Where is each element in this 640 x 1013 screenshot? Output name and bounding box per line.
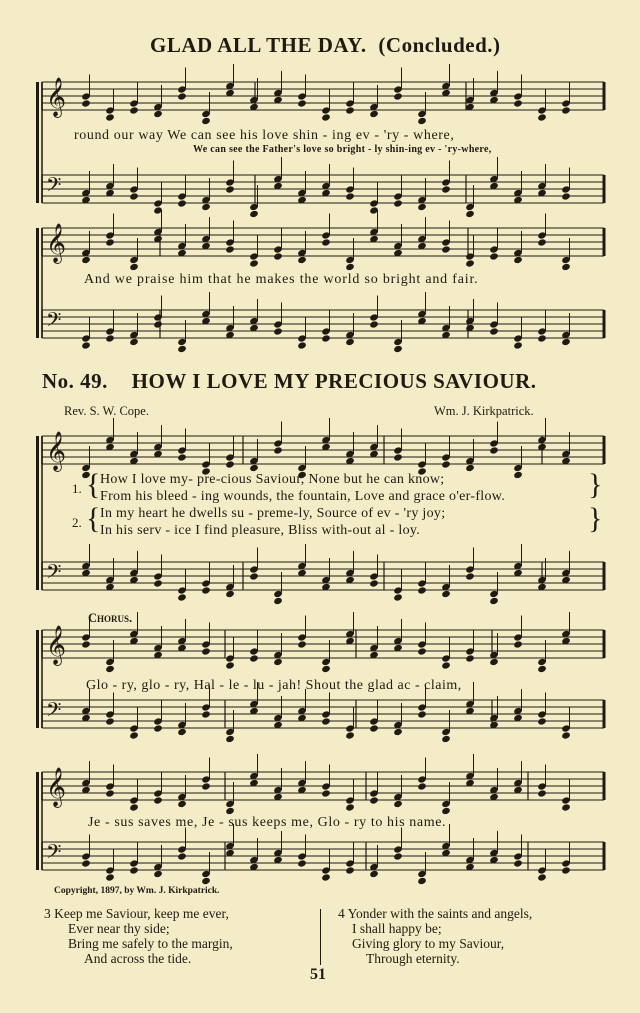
note-head [153, 724, 163, 732]
note-head [417, 647, 427, 655]
hymn-number: No. 49. [42, 369, 108, 393]
note-head [393, 593, 403, 601]
verse-divider [320, 909, 321, 965]
title-text: GLAD ALL THE DAY. [150, 33, 367, 57]
note-head [177, 92, 187, 100]
note-head [489, 252, 499, 260]
note-head [489, 327, 499, 335]
bass-clef-icon: 𝄢 [46, 560, 62, 588]
brace-icon: { [86, 468, 101, 501]
note-head [537, 873, 547, 881]
note-head [513, 99, 523, 107]
note-head [441, 661, 451, 669]
note-head [297, 859, 307, 867]
note-head [417, 710, 427, 718]
hymn-title: HOW I LOVE MY PRECIOUS SAVIOUR. [131, 369, 537, 393]
note-head [225, 185, 235, 193]
hymn-author: Rev. S. W. Cope. [64, 404, 149, 418]
copyright: Copyright, 1897, by Wm. J. Kirkpatrick. [54, 886, 220, 896]
note-head [105, 238, 115, 246]
verse-line: I shall happy be; [352, 921, 442, 936]
system2-lyric: And we praise him that he makes the world so bright and fair. [84, 272, 479, 287]
note-head [441, 735, 451, 743]
note-head [537, 665, 547, 673]
verse-line: 4 Yonder with the saints and angels, [338, 906, 533, 921]
note-head [465, 259, 475, 267]
note-head [201, 203, 211, 211]
note-head [225, 807, 235, 815]
note-head [129, 866, 139, 874]
note-head [513, 256, 523, 264]
system1-lyric-sub: We can see the Father's love so bright - ly shin-ing ev - 'ry-where, [193, 144, 492, 155]
note-head [321, 238, 331, 246]
note-head [465, 572, 475, 580]
note-head [201, 782, 211, 790]
note-head [417, 203, 427, 211]
note-head [105, 113, 115, 121]
verse-3 [44, 906, 233, 966]
note-head [249, 654, 259, 662]
note-head [105, 334, 115, 342]
note-head [345, 192, 355, 200]
note-head [201, 586, 211, 594]
note-head [345, 803, 355, 811]
verse-4 [338, 906, 532, 966]
note-head [225, 460, 235, 468]
note-head [201, 647, 211, 655]
note-head [177, 453, 187, 461]
system-bracket [36, 436, 39, 590]
treble-clef-icon: 𝄞 [46, 767, 67, 807]
note-head [489, 446, 499, 454]
note-head [297, 640, 307, 648]
note-head [561, 866, 571, 874]
note-head [129, 338, 139, 346]
chorus-label: Chorus. [88, 611, 133, 625]
note-head [513, 341, 523, 349]
hymn-composer: Wm. J. Kirkpatrick. [434, 404, 534, 418]
note-head [561, 192, 571, 200]
note-head [201, 877, 211, 885]
note-head [393, 345, 403, 353]
note-head [105, 873, 115, 881]
note-head [393, 800, 403, 808]
note-head [273, 252, 283, 260]
note-head [321, 113, 331, 121]
bass-clef-icon: 𝄢 [46, 173, 62, 201]
note-head [321, 873, 331, 881]
note-head [249, 464, 259, 472]
brace-icon: } [588, 502, 603, 535]
note-head [561, 803, 571, 811]
note-head [177, 345, 187, 353]
note-head [393, 453, 403, 461]
note-head [321, 789, 331, 797]
note-head [345, 263, 355, 271]
note-head [513, 640, 523, 648]
chorus-lyric-2: Je - sus saves me, Je - sus keeps me, Glo - ry to his name. [88, 815, 447, 830]
note-head [417, 782, 427, 790]
note-head [321, 717, 331, 725]
note-head [177, 852, 187, 860]
note-head [153, 320, 163, 328]
brace-icon: { [86, 502, 101, 535]
bass-clef-icon: 𝄢 [46, 698, 62, 726]
note-head [153, 110, 163, 118]
note-head [249, 210, 259, 218]
note-head [201, 117, 211, 125]
note-head [393, 728, 403, 736]
note-head [441, 460, 451, 468]
note-head [105, 789, 115, 797]
note-head [537, 789, 547, 797]
note-head [153, 796, 163, 804]
note-head [417, 117, 427, 125]
bass-clef-icon: 𝄢 [46, 308, 62, 336]
treble-clef-icon: 𝄞 [46, 223, 67, 263]
note-head [513, 859, 523, 867]
note-head [489, 658, 499, 666]
note-head [129, 106, 139, 114]
note-head [417, 877, 427, 885]
note-head [369, 796, 379, 804]
note-head [393, 92, 403, 100]
note-head [465, 210, 475, 218]
note-head [489, 597, 499, 605]
note-head [561, 338, 571, 346]
note-head [441, 185, 451, 193]
note-head [561, 731, 571, 739]
system-bracket [36, 772, 39, 870]
concluded-text: (Concluded.) [378, 33, 501, 57]
note-head [105, 665, 115, 673]
verse-line: How I love my- pre-cious Saviour, None but he can know; [100, 472, 445, 487]
note-head [105, 717, 115, 725]
note-head [345, 338, 355, 346]
note-head [273, 446, 283, 454]
note-head [465, 654, 475, 662]
note-head [249, 259, 259, 267]
note-head [441, 245, 451, 253]
note-head [81, 99, 91, 107]
note-head [81, 640, 91, 648]
system1-lyric-main: round our way We can see his love shin - ing ev - 'ry - where, [74, 128, 455, 143]
verse-number: 2. [72, 515, 82, 530]
note-head [297, 256, 307, 264]
note-head [369, 579, 379, 587]
note-head [153, 579, 163, 587]
note-head [81, 859, 91, 867]
note-head [369, 320, 379, 328]
brace-icon: } [588, 468, 603, 501]
note-head [129, 192, 139, 200]
note-head [273, 327, 283, 335]
note-head [153, 870, 163, 878]
verse-line: From his bleed - ing wounds, the fountain, Love and grace o'er-flow. [100, 489, 506, 504]
note-head [441, 590, 451, 598]
note-head [417, 586, 427, 594]
system-bracket [36, 82, 39, 203]
verse-line: Giving glory to my Saviour, [352, 936, 505, 951]
note-head [321, 665, 331, 673]
system-bracket [36, 228, 39, 338]
note-head [225, 590, 235, 598]
system-bracket [36, 630, 39, 728]
note-head [225, 735, 235, 743]
bass-clef-icon: 𝄢 [46, 840, 62, 868]
note-head [441, 807, 451, 815]
note-head [393, 199, 403, 207]
note-head [177, 199, 187, 207]
note-head [513, 471, 523, 479]
note-head [273, 597, 283, 605]
verse-line: Through eternity. [366, 951, 460, 966]
note-head [225, 245, 235, 253]
note-head [369, 724, 379, 732]
page-number: 51 [310, 966, 326, 983]
note-head [561, 263, 571, 271]
note-head [393, 852, 403, 860]
note-head [129, 731, 139, 739]
hymn-heading [42, 369, 537, 394]
note-head [297, 99, 307, 107]
note-head [129, 803, 139, 811]
note-head [561, 106, 571, 114]
note-head [537, 238, 547, 246]
verse-line: Bring me safely to the margin, [68, 936, 233, 951]
verse-line: In my heart he dwells su - preme-ly, Source of ev - 'ry joy; [100, 506, 446, 521]
note-head [225, 661, 235, 669]
note-head [465, 464, 475, 472]
treble-clef-icon: 𝄞 [46, 625, 67, 665]
note-head [81, 341, 91, 349]
note-head [249, 572, 259, 580]
verse-number: 1. [72, 481, 82, 496]
verse-line: In his serv - ice I find pleasure, Bliss with-out al - loy. [100, 523, 421, 538]
note-head [201, 710, 211, 718]
note-head [321, 334, 331, 342]
verse-line: 3 Keep me Saviour, keep me ever, [44, 906, 229, 921]
verse-line: And across the tide. [84, 951, 192, 966]
note-head [297, 341, 307, 349]
note-head [177, 593, 187, 601]
treble-clef-icon: 𝄞 [46, 431, 67, 471]
chorus-lyric-1: Glo - ry, glo - ry, Hal - le - lu - jah! Shout the glad ac - claim, [86, 678, 462, 693]
note-head [177, 800, 187, 808]
verse-line: Ever near thy side; [68, 921, 170, 936]
note-head [129, 263, 139, 271]
note-head [345, 731, 355, 739]
treble-clef-icon: 𝄞 [46, 77, 67, 117]
note-head [537, 717, 547, 725]
note-head [81, 256, 91, 264]
note-head [369, 870, 379, 878]
note-head [345, 106, 355, 114]
note-head [369, 110, 379, 118]
note-head [537, 113, 547, 121]
note-head [177, 728, 187, 736]
note-head [273, 658, 283, 666]
note-head [345, 866, 355, 874]
note-head [537, 334, 547, 342]
